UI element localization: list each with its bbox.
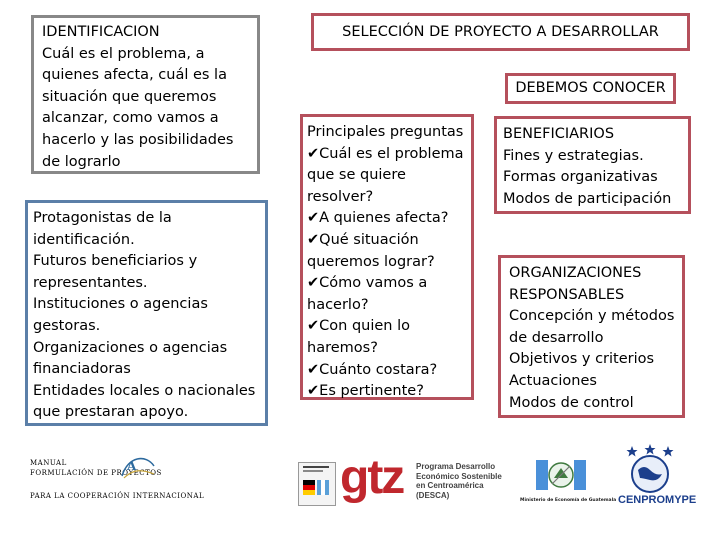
beneficiarios-line: Formas organizativas bbox=[503, 169, 658, 186]
preguntas-line: Cuánto costara? bbox=[319, 361, 438, 378]
preguntas-line: haremos? bbox=[307, 339, 378, 356]
identificacion-line: situación que queremos bbox=[42, 88, 217, 105]
debemos-conocer-title: DEBEMOS CONOCER bbox=[515, 80, 666, 96]
beneficiarios-line: BENEFICIARIOS bbox=[503, 126, 615, 142]
beneficiarios-line: Modos de participación bbox=[503, 190, 672, 207]
identificacion-line: hacerlo y las posibilidades bbox=[42, 131, 234, 148]
desca-line: en Centroamérica bbox=[416, 481, 484, 490]
guatemala-emblem-icon bbox=[536, 454, 586, 496]
check-icon: ✔ bbox=[307, 383, 320, 400]
organizaciones-line: Actuaciones bbox=[509, 372, 597, 389]
identificacion-line: quienes afecta, cuál es la bbox=[42, 67, 227, 84]
check-icon: ✔ bbox=[307, 318, 320, 335]
preguntas-line: hacerlo? bbox=[307, 296, 369, 313]
desca-line: Programa Desarrollo bbox=[416, 462, 496, 471]
preguntas-line: Es pertinente? bbox=[319, 383, 424, 400]
desca-line: (DESCA) bbox=[416, 490, 450, 500]
manual-line: MANUAL bbox=[30, 459, 67, 467]
protagonistas-title: Protagonistas de la bbox=[33, 210, 172, 226]
identificacion-title: IDENTIFICACION bbox=[42, 24, 160, 40]
check-icon: ✔ bbox=[307, 361, 320, 378]
seleccion-title: SELECCIÓN DE PROYECTO A DESARROLLAR bbox=[342, 24, 659, 40]
organizaciones-line: de desarrollo bbox=[509, 329, 604, 346]
protagonistas-box bbox=[25, 200, 268, 426]
preguntas-line: Con quien lo bbox=[319, 318, 410, 335]
organizaciones-line: ORGANIZACIONES bbox=[509, 265, 642, 281]
preguntas-box bbox=[300, 114, 474, 400]
svg-text:A: A bbox=[127, 459, 137, 473]
cooperacion-text: PARA LA COOPERACIÓN INTERNACIONAL bbox=[30, 492, 205, 500]
identificacion-line: Cuál es el problema, a bbox=[42, 45, 205, 62]
gtz-logo: gtz bbox=[340, 451, 404, 504]
organizaciones-line: Concepción y métodos bbox=[509, 308, 675, 325]
protagonistas-line: Entidades locales o nacionales bbox=[33, 382, 256, 399]
manual-emblem-icon bbox=[118, 452, 158, 482]
beneficiarios-box bbox=[494, 116, 691, 214]
preguntas-line: A quienes afecta? bbox=[319, 210, 449, 227]
preguntas-line: Cuál es el problema bbox=[319, 145, 464, 162]
protagonistas-line: financiadoras bbox=[33, 361, 131, 378]
preguntas-title: Principales preguntas bbox=[307, 124, 464, 140]
protagonistas-line: Futuros beneficiarios y bbox=[33, 253, 198, 270]
protagonistas-line: Organizaciones o agencias bbox=[33, 339, 228, 356]
preguntas-line: Cómo vamos a bbox=[319, 275, 428, 292]
cenpromype-text: CENPROMYPE bbox=[618, 494, 697, 506]
manual-line: FORMULACIÓN DE PROYECTOS bbox=[30, 469, 162, 477]
preguntas-line: que se quiere bbox=[307, 167, 406, 184]
identificacion-box bbox=[31, 15, 260, 174]
protagonistas-line: gestoras. bbox=[33, 317, 101, 334]
check-icon: ✔ bbox=[307, 231, 320, 248]
identificacion-line: alcanzar, como vamos a bbox=[42, 110, 219, 127]
debemos-conocer-box bbox=[505, 73, 676, 104]
cenpromype-emblem-icon bbox=[618, 442, 682, 494]
organizaciones-line: RESPONSABLES bbox=[509, 286, 625, 303]
preguntas-line: queremos lograr? bbox=[307, 253, 435, 270]
seleccion-box bbox=[311, 13, 690, 51]
identificacion-line: de lograrlo bbox=[42, 153, 121, 170]
desca-logo bbox=[416, 462, 502, 500]
check-icon: ✔ bbox=[307, 210, 320, 227]
organizaciones-line: Modos de control bbox=[509, 394, 634, 411]
ministerio-text: Ministerio de Economía de Guatemala bbox=[520, 498, 617, 503]
preguntas-line: resolver? bbox=[307, 188, 374, 205]
protagonistas-line: Instituciones o agencias bbox=[33, 296, 208, 313]
organizaciones-line: Objetivos y criterios bbox=[509, 351, 655, 368]
desca-line: Económico Sostenible bbox=[416, 471, 502, 481]
preguntas-line: Qué situación bbox=[319, 231, 419, 248]
protagonistas-title: identificación. bbox=[33, 231, 135, 248]
check-icon: ✔ bbox=[307, 145, 320, 162]
check-icon: ✔ bbox=[307, 275, 320, 292]
protagonistas-line: que prestaran apoyo. bbox=[33, 404, 189, 421]
germany-coat-logo bbox=[298, 462, 336, 506]
organizaciones-box bbox=[498, 255, 685, 418]
beneficiarios-line: Fines y estrategias. bbox=[503, 147, 644, 164]
protagonistas-line: representantes. bbox=[33, 274, 148, 291]
